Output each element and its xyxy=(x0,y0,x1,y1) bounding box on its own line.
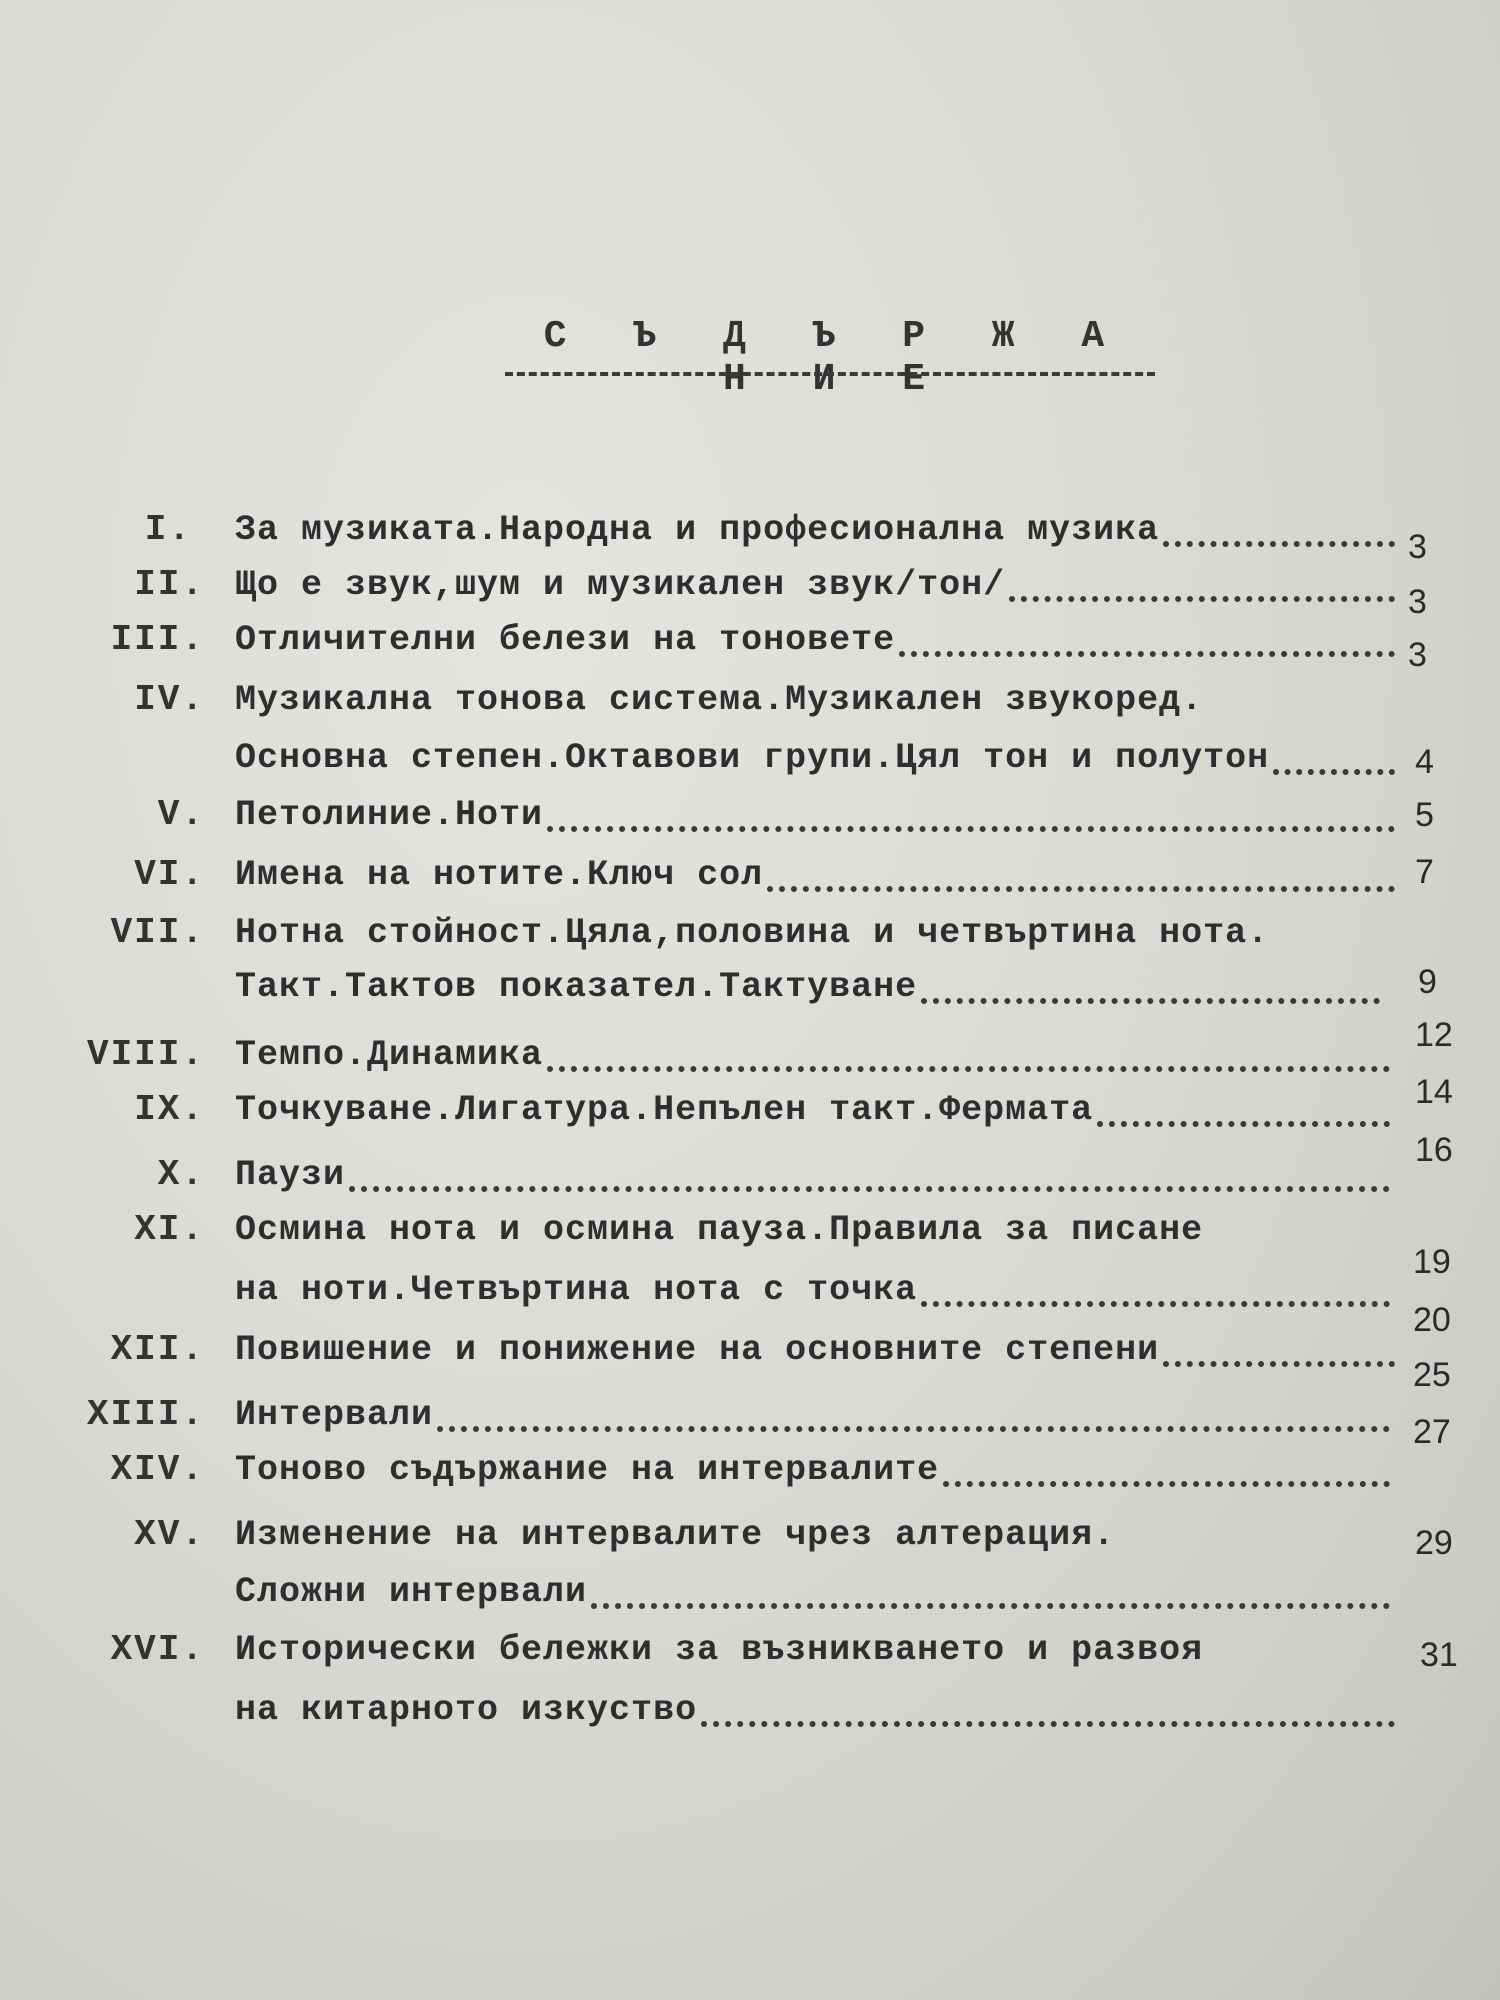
entry-title-line: Основна степен.Октавови групи.Цял тон и полутон xyxy=(235,733,1395,783)
title-underline xyxy=(505,372,1155,376)
entry-title-line: Темпо.Динамика xyxy=(235,1030,1395,1080)
entry-title-line: За музиката.Народна и професионална музика xyxy=(235,505,1395,555)
chapter-numeral: XV. xyxy=(134,1514,205,1555)
dot-leader xyxy=(767,886,1395,892)
dot-leader xyxy=(1097,1121,1390,1127)
entry-title-line: Изменение на интервалите чрез алтерация. xyxy=(235,1515,1116,1555)
chapter-numeral: I. xyxy=(144,509,192,550)
chapter-numeral: III. xyxy=(110,619,205,660)
dot-leader xyxy=(1009,596,1395,602)
entry-title-line: Що е звук,шум и музикален звук/тон/ xyxy=(235,560,1395,610)
dot-leader xyxy=(921,1301,1390,1307)
entry-title-line: Исторически бележки за възникването и развоя xyxy=(235,1630,1204,1670)
page-number: 29 xyxy=(1415,1524,1453,1562)
dot-leader xyxy=(349,1186,1390,1192)
page-number: 9 xyxy=(1418,963,1437,1001)
chapter-numeral: XII. xyxy=(110,1329,205,1370)
chapter-numeral: XIV. xyxy=(110,1449,205,1490)
page-number: 5 xyxy=(1415,796,1434,834)
chapter-numeral: IV. xyxy=(134,679,205,720)
entry-title-line: Осмина нота и осмина пауза.Правила за писане xyxy=(235,1210,1204,1250)
chapter-numeral: IX. xyxy=(134,1089,205,1130)
entry-title-line: на ноти.Четвъртина нота с точка xyxy=(235,1265,1395,1315)
page-number: 19 xyxy=(1413,1243,1451,1281)
entry-title-line: Музикална тонова система.Музикален звукоред. xyxy=(235,680,1204,720)
page-number: 27 xyxy=(1413,1413,1451,1451)
page-number: 4 xyxy=(1415,743,1434,781)
chapter-numeral: XIII. xyxy=(86,1394,205,1435)
entry-title-line: Сложни интервали xyxy=(235,1567,1395,1617)
dot-leader xyxy=(437,1426,1390,1432)
entry-title-line: Имена на нотите.Ключ сол xyxy=(235,850,1395,900)
chapter-numeral: VIII. xyxy=(86,1034,205,1075)
chapter-numeral: X. xyxy=(157,1154,205,1195)
entry-title-line: Паузи xyxy=(235,1150,1395,1200)
entry-title-line: на китарното изкуство xyxy=(235,1685,1395,1735)
page-number: 16 xyxy=(1415,1131,1453,1169)
dot-leader xyxy=(547,826,1395,832)
page-title: С Ъ Д Ъ Р Ж А Н И Е xyxy=(543,315,1127,401)
page-number: 7 xyxy=(1415,853,1434,891)
dot-leader xyxy=(701,1721,1395,1727)
entry-title-line: Нотна стойност.Цяла,половина и четвъртина нота. xyxy=(235,913,1270,953)
entry-title-line: Интервали xyxy=(235,1390,1395,1440)
page-number: 25 xyxy=(1413,1356,1451,1394)
page-number: 3 xyxy=(1408,528,1427,566)
page-number: 20 xyxy=(1413,1301,1451,1339)
page-number: 12 xyxy=(1415,1016,1453,1054)
page-number: 3 xyxy=(1408,583,1427,621)
chapter-numeral: II. xyxy=(134,564,205,605)
page-number: 14 xyxy=(1415,1073,1453,1111)
dot-leader xyxy=(899,651,1395,657)
dot-leader xyxy=(591,1603,1390,1609)
page-number: 3 xyxy=(1408,636,1427,674)
page-number: 31 xyxy=(1420,1636,1458,1674)
chapter-numeral: XI. xyxy=(134,1209,205,1250)
dot-leader xyxy=(1273,769,1395,775)
entry-title-line: Петолиние.Ноти xyxy=(235,790,1395,840)
chapter-numeral: XVI. xyxy=(110,1629,205,1670)
entry-title-line: Такт.Тактов показател.Тактуване xyxy=(235,962,1395,1012)
entry-title-line: Отличителни белези на тоновете xyxy=(235,615,1395,665)
chapter-numeral: VI. xyxy=(134,854,205,895)
chapter-numeral: V. xyxy=(157,794,205,835)
entry-title-line: Точкуване.Лигатура.Непълен такт.Фермата xyxy=(235,1085,1395,1135)
entry-title-line: Тоново съдържание на интервалите xyxy=(235,1445,1395,1495)
dot-leader xyxy=(921,998,1380,1004)
dot-leader xyxy=(1163,1361,1395,1367)
dot-leader xyxy=(547,1066,1390,1072)
dot-leader xyxy=(943,1481,1390,1487)
dot-leader xyxy=(1163,541,1395,547)
chapter-numeral: VII. xyxy=(110,912,205,953)
entry-title-line: Повишение и понижение на основните степени xyxy=(235,1325,1395,1375)
